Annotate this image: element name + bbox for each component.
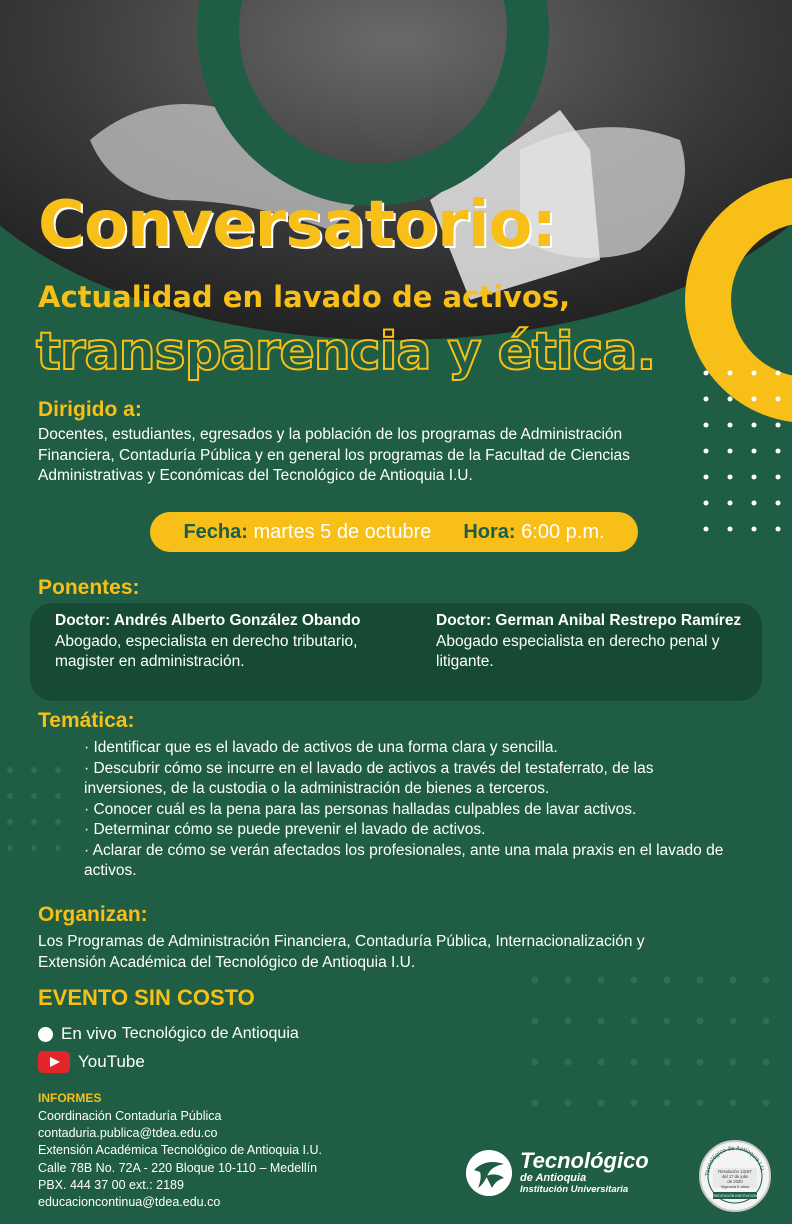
audience-text: Docentes, estudiantes, egresados y la población de los programas de Administración Financiera, Contaduría Pública y en general los programas de la Facultad de Ciencias Administrativas y Económicas del Tecnológico de Antioquia I.U. <box>38 426 630 484</box>
date-group <box>183 521 431 544</box>
speaker-1 <box>55 611 400 673</box>
tdea-logo <box>466 1150 649 1196</box>
topic-item: · Descubrir cómo se incurre en el lavado de activos a través del testaferrato, de las inversiones, de la custodia o la administración de bienes a terceros. <box>84 759 654 797</box>
speaker-2-name: Doctor: German Anibal Restrepo Ramírez <box>436 612 742 629</box>
topic-item: · Determinar cómo se puede prevenir el lavado de activos. <box>84 821 486 838</box>
seal-line3: de 2020 <box>727 1179 743 1184</box>
topics-heading: Temática: <box>38 709 135 732</box>
youtube-icon <box>38 1051 70 1073</box>
date-value: martes 5 de octubre <box>253 520 432 543</box>
topics-list <box>84 738 724 882</box>
info-email-link[interactable]: contaduria.publica@tdea.edu.co <box>38 1126 218 1141</box>
seal-line1: Resolución 13187 <box>718 1169 752 1174</box>
info-email-link[interactable]: educacioncontinua@tdea.edu.co <box>38 1195 221 1210</box>
speaker-1-name: Doctor: Andrés Alberto González Obando <box>55 612 361 629</box>
logo-line3: Institución Universitaria <box>520 1184 629 1195</box>
topic-item: · Aclarar de cómo se verán afectados los profesionales, ante una mala praxis en el lavado de activos. <box>84 841 724 879</box>
youtube-channel[interactable] <box>38 1051 145 1073</box>
topic-item: · Identificar que es el lavado de activos de una forma clara y sencilla. <box>84 739 558 756</box>
info-line: PBX. 444 37 00 ext.: 2189 <box>38 1177 184 1192</box>
info-heading: INFORMES <box>38 1091 102 1105</box>
seal-ring-text: Tecnológico de Antioquia I.U. <box>704 1145 765 1177</box>
dot-grid-bottom <box>532 977 770 1107</box>
speaker-2 <box>436 611 746 673</box>
info-line: Coordinación Contaduría Pública <box>38 1109 222 1123</box>
date-time-pill <box>150 512 638 552</box>
date-label: Fecha: <box>183 520 248 543</box>
time-label: Hora: <box>463 520 516 543</box>
seal-line4: Vigencia 6 años <box>720 1184 750 1189</box>
logo-text <box>520 1150 649 1196</box>
dot-grid-left <box>7 767 61 851</box>
live-org: Tecnológico de Antioquia <box>121 1025 299 1042</box>
event-subtitle-line2: transparencia y ética. <box>36 322 656 382</box>
time-value: 6:00 p.m. <box>521 520 605 543</box>
speaker-1-desc: Abogado, especialista en derecho tributario, magister en administración. <box>55 632 358 670</box>
speaker-2-desc: Abogado especialista en derecho penal y litigante. <box>436 632 720 670</box>
speakers-heading: Ponentes: <box>38 576 140 599</box>
logo-name: Tecnológico <box>520 1148 649 1173</box>
speakers-panel <box>30 603 762 701</box>
live-label: En vivo <box>61 1024 117 1043</box>
info-line: Extensión Académica Tecnológico de Antioquia I.U. <box>38 1143 322 1158</box>
seal-line2: del 17 de julio <box>722 1174 748 1179</box>
audience-heading: Dirigido a: <box>38 398 142 421</box>
live-dot-icon <box>38 1027 53 1042</box>
event-subtitle-line1: Actualidad en lavado de activos, <box>38 280 571 314</box>
event-title: Conversatorio: <box>38 188 557 262</box>
seal-band: ACREDITACIÓN INSTITUCIONAL <box>708 1194 762 1198</box>
topic-item: · Conocer cuál es la pena para las personas halladas culpables de lavar activos. <box>84 800 637 818</box>
tdea-logo-icon <box>466 1150 512 1196</box>
organizers-text: Los Programas de Administración Financiera, Contaduría Pública, Internacionalización y Extensión Académica del Tecnológico de Antioquia I.U. <box>38 933 645 971</box>
youtube-label: YouTube <box>78 1052 145 1071</box>
free-event-label: EVENTO SIN COSTO <box>38 985 255 1010</box>
organizers-heading: Organizan: <box>38 903 148 926</box>
live-channel[interactable] <box>38 1024 299 1044</box>
info-block <box>38 1108 322 1211</box>
info-line: Calle 78B No. 72A - 220 Bloque 10-110 – Medellín <box>38 1160 318 1175</box>
logo-line2: de Antioquia <box>520 1172 587 1184</box>
accreditation-seal-icon <box>699 1140 771 1212</box>
time-group <box>463 521 604 544</box>
